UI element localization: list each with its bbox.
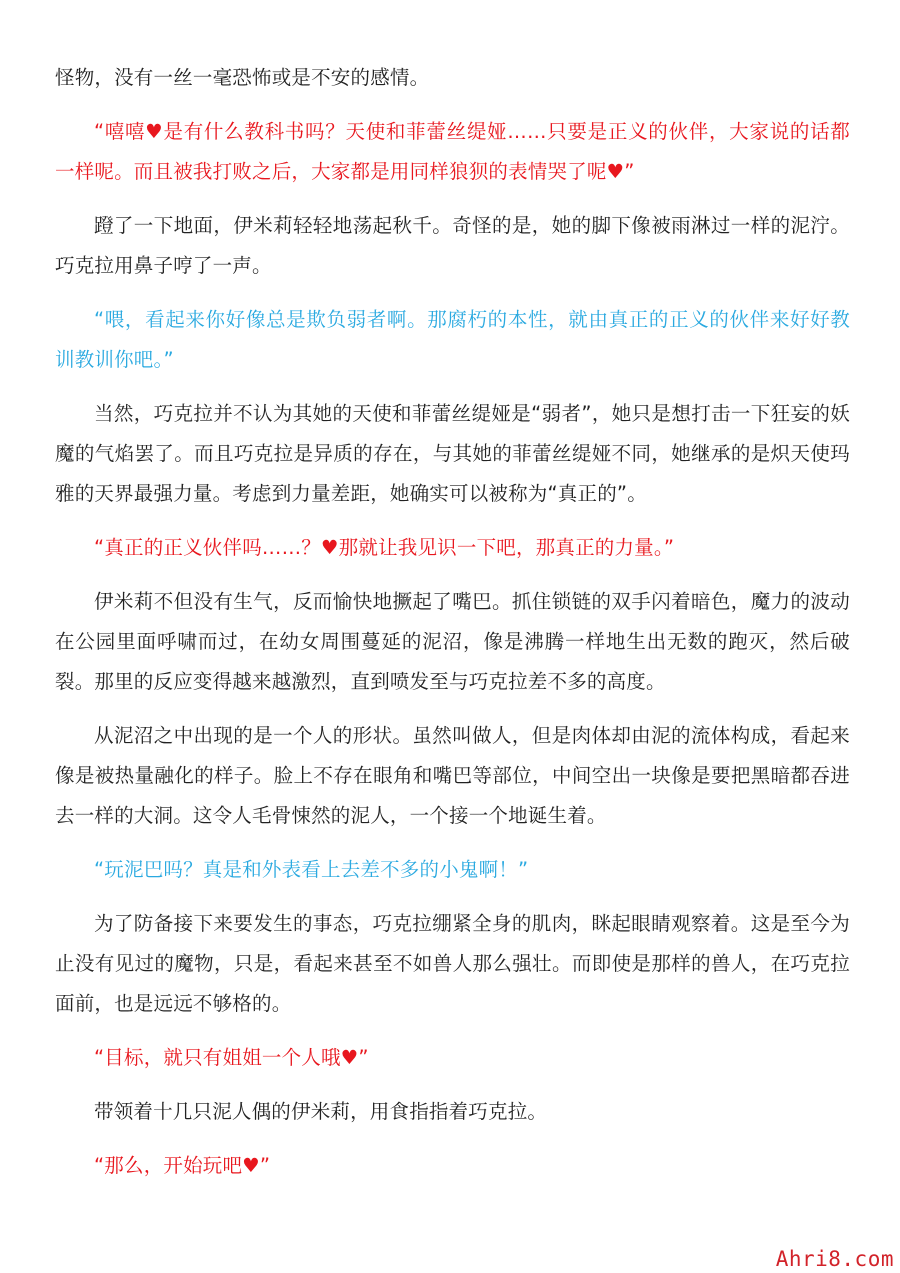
paragraph-narration: 蹬了一下地面，伊米莉轻轻地荡起秋千。奇怪的是，她的脚下像被雨淋过一样的泥泞。巧克拉用鼻子哼了一声。: [55, 214, 850, 277]
paragraph-narration: 为了防备接下来要发生的事态，巧克拉绷紧全身的肌肉，眯起眼睛观察着。这是至今为止没有见过的魔物，只是，看起来甚至不如兽人那么强壮。而即使是那样的兽人，在巧克拉面前，也是远远不够格的。: [55, 912, 850, 1015]
paragraph-dialogue-red: “那么，开始玩吧♥”: [94, 1154, 271, 1177]
paragraph-dialogue-blue: “喂，看起来你好像总是欺负弱者啊。那腐朽的本性，就由真正的正义的伙伴来好好教训教训你吧。”: [55, 308, 850, 371]
paragraph-narration: 带领着十几只泥人偶的伊米莉，用食指指着巧克拉。: [94, 1100, 548, 1123]
paragraph-dialogue-red: “嘻嘻♥是有什么教科书吗？天使和菲蕾丝缇娅……只要是正义的伙伴，大家说的话都一样呢。而且被我打败之后，大家都是用同样狼狈的表情哭了呢♥”: [55, 120, 850, 183]
site-watermark: Ahri8.com: [775, 1247, 894, 1271]
paragraph-narration: 怪物，没有一丝一毫恐怖或是不安的感情。: [55, 66, 430, 89]
paragraph-dialogue-red: “真正的正义伙伴吗……？♥那就让我见识一下吧，那真正的力量。”: [94, 536, 675, 559]
paragraph-dialogue-blue: “玩泥巴吗？真是和外表看上去差不多的小鬼啊！”: [94, 858, 529, 881]
paragraph-narration: 当然，巧克拉并不认为其她的天使和菲蕾丝缇娅是“弱者”，她只是想打击一下狂妄的妖魔的气焰罢了。而且巧克拉是异质的存在，与其她的菲蕾丝缇娅不同，她继承的是炽天使玛雅的天界最强力量。考虑到力量差距，她确实可以被称为“真正的”。: [55, 402, 850, 505]
paragraph-narration: 从泥沼之中出现的是一个人的形状。虽然叫做人，但是肉体却由泥的流体构成，看起来像是被热量融化的样子。脸上不存在眼角和嘴巴等部位，中间空出一块像是要把黑暗都吞进去一样的大洞。这令人毛骨悚然的泥人，一个接一个地诞生着。: [55, 724, 850, 827]
document-body: [55, 58, 850, 1200]
paragraph-dialogue-red: “目标，就只有姐姐一个人哦♥”: [94, 1046, 369, 1069]
paragraph-narration: 伊米莉不但没有生气，反而愉快地撅起了嘴巴。抓住锁链的双手闪着暗色，魔力的波动在公园里面呼啸而过，在幼女周围蔓延的泥沼，像是沸腾一样地生出无数的跑灭，然后破裂。那里的反应变得越来越激烈，直到喷发至与巧克拉差不多的高度。: [55, 590, 850, 693]
